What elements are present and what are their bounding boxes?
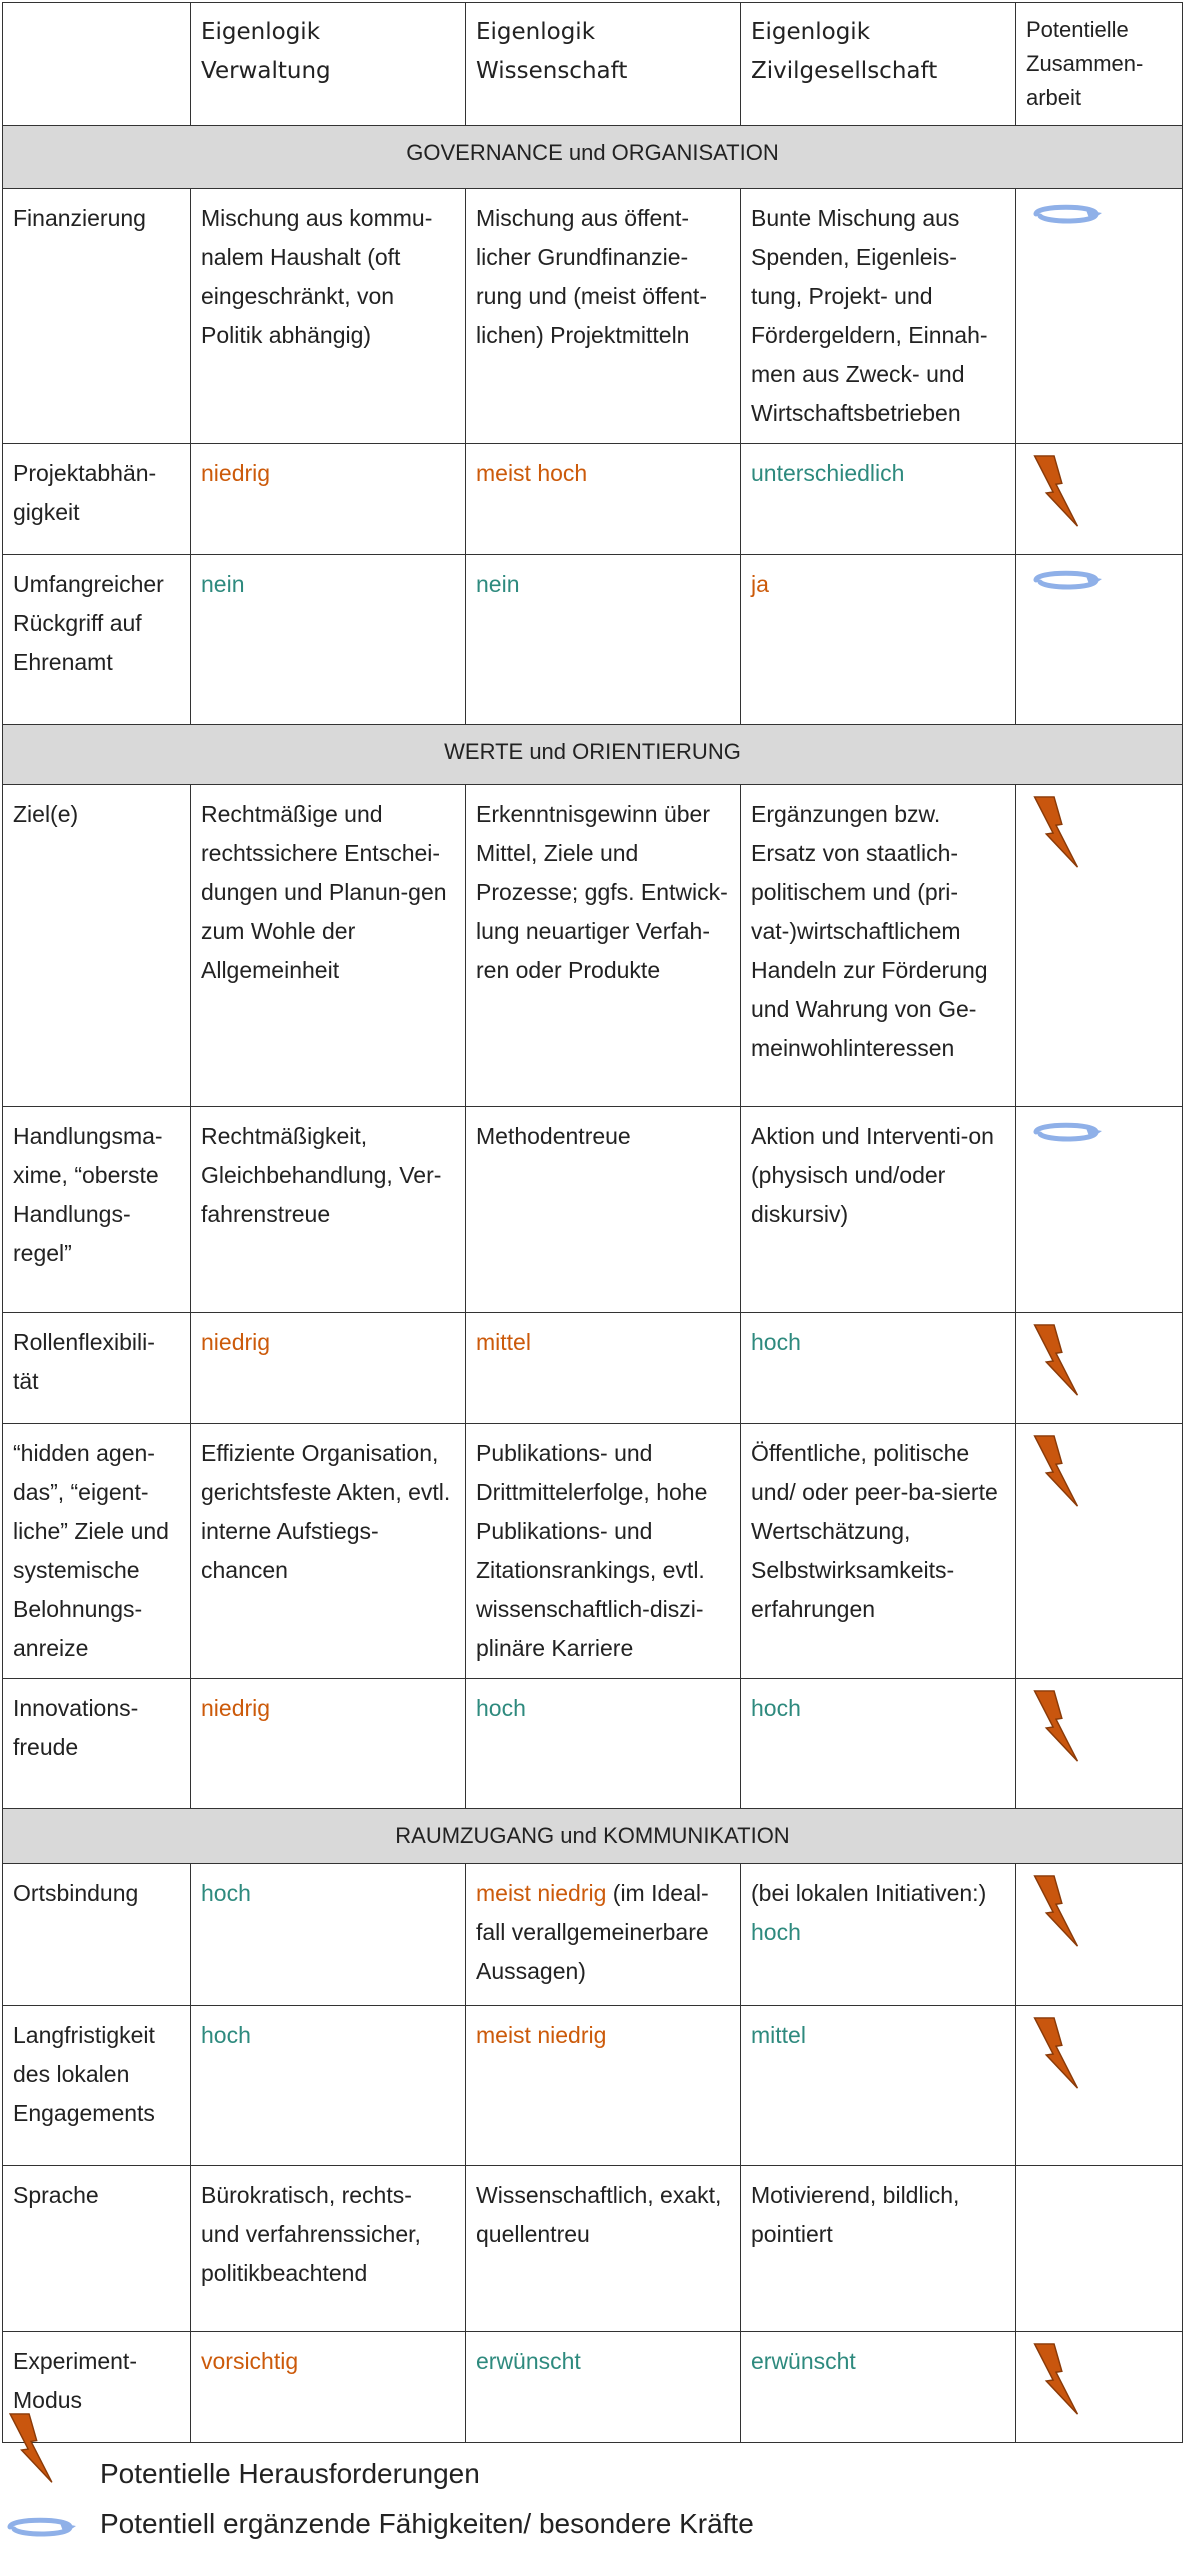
row-label: “hidden agen-das”, “eigent-liche” Ziele und systemische Belohnungs-anreize [3, 1424, 191, 1679]
row-label: Experiment-Modus [3, 2332, 191, 2443]
lightning-bolt-icon [1026, 1689, 1086, 1767]
cell-value-colored: meist niedrig [476, 1880, 607, 1906]
cell-wissenschaft: nein [466, 555, 741, 725]
row-label: Projektabhän-gigkeit [3, 444, 191, 555]
cell-zusammenarbeit [1016, 555, 1183, 725]
cell-verwaltung: hoch [191, 2006, 466, 2166]
cell-verwaltung: Bürokratisch, rechts- und verfahrenssicher, politikbeachtend [191, 2166, 466, 2332]
section-title: RAUMZUGANG und KOMMUNIKATION [3, 1809, 1183, 1864]
cell-wissenschaft: Methodentreue [466, 1107, 741, 1313]
cell-verwaltung: niedrig [191, 1313, 466, 1424]
lightning-bolt-icon [1026, 795, 1086, 873]
cell-zivilgesellschaft: Bunte Mischung aus Spenden, Eigenleis-tung, Projekt- und Fördergeldern, Einnah-men aus Zweck- und Wirtschaftsbetrieben [741, 189, 1016, 444]
cycle-arrow-icon [1026, 199, 1106, 229]
row-label: Langfristigkeit des lokalen Engagements [3, 2006, 191, 2166]
row-label: Umfangreicher Rückgriff auf Ehrenamt [3, 555, 191, 725]
cell-zivilgesellschaft: Aktion und Interventi-on (physisch und/oder diskursiv) [741, 1107, 1016, 1313]
cell-zusammenarbeit [1016, 785, 1183, 1107]
cell-zusammenarbeit [1016, 2166, 1183, 2332]
cell-value-colored: hoch [751, 1919, 801, 1945]
header-verwaltung: Eigenlogik Verwaltung [191, 3, 466, 126]
legend [0, 2400, 1184, 2550]
table-row [3, 1424, 1183, 1679]
section-row-governance [3, 126, 1183, 189]
lightning-bolt-icon [1026, 1323, 1086, 1401]
cell-verwaltung: Rechtmäßigkeit, Gleichbehandlung, Ver-fahrenstreue [191, 1107, 466, 1313]
cell-value-prefix: (bei lokalen Initiativen:) [751, 1880, 987, 1906]
cell-zivilgesellschaft: Motivierend, bildlich, pointiert [741, 2166, 1016, 2332]
cell-verwaltung: niedrig [191, 1679, 466, 1809]
row-label: Ziel(e) [3, 785, 191, 1107]
cell-wissenschaft: hoch [466, 1679, 741, 1809]
cell-verwaltung: Effiziente Organisation, gerichtsfeste Akten, evtl. interne Aufstiegs-chancen [191, 1424, 466, 1679]
section-row-werte [3, 725, 1183, 785]
header-wissenschaft: Eigenlogik Wissenschaft [466, 3, 741, 126]
cell-wissenschaft: mittel [466, 1313, 741, 1424]
cell-verwaltung: hoch [191, 1864, 466, 2006]
table-row [3, 1864, 1183, 2006]
row-label: Sprache [3, 2166, 191, 2332]
row-label: Innovations-freude [3, 1679, 191, 1809]
cell-zusammenarbeit [1016, 1424, 1183, 1679]
cell-zivilgesellschaft: hoch [741, 1679, 1016, 1809]
cycle-arrow-icon [0, 2512, 80, 2542]
table-row [3, 1679, 1183, 1809]
legend-challenge-label: Potentielle Herausforderungen [100, 2458, 480, 2489]
cell-zivilgesellschaft [741, 1864, 1016, 2006]
table-row [3, 444, 1183, 555]
cell-zusammenarbeit [1016, 444, 1183, 555]
lightning-bolt-icon [1026, 2016, 1086, 2094]
cell-verwaltung: nein [191, 555, 466, 725]
cell-zivilgesellschaft: Öffentliche, politische und/ oder peer-ba-sierte Wertschätzung, Selbstwirksamkeits-erfahrungen [741, 1424, 1016, 1679]
lightning-bolt-icon [2, 2412, 60, 2488]
cell-zusammenarbeit [1016, 1313, 1183, 1424]
header-row [3, 3, 1183, 126]
cell-wissenschaft: erwünscht [466, 2332, 741, 2443]
cell-zivilgesellschaft: hoch [741, 1313, 1016, 1424]
lightning-bolt-icon [1026, 454, 1086, 532]
section-row-raum [3, 1809, 1183, 1864]
cell-verwaltung: niedrig [191, 444, 466, 555]
cell-zusammenarbeit [1016, 1679, 1183, 1809]
table-row [3, 2166, 1183, 2332]
cell-zusammenarbeit [1016, 1864, 1183, 2006]
cycle-arrow-icon [1026, 565, 1106, 595]
table-row [3, 2006, 1183, 2166]
table-row [3, 1313, 1183, 1424]
section-title: GOVERNANCE und ORGANISATION [3, 126, 1183, 189]
section-title: WERTE und ORIENTIERUNG [3, 725, 1183, 785]
cell-verwaltung: vorsichtig [191, 2332, 466, 2443]
comparison-table [2, 2, 1183, 2443]
cell-wissenschaft: Erkenntnisgewinn über Mittel, Ziele und Prozesse; ggfs. Entwick-lung neuartiger Verfah-ren oder Produkte [466, 785, 741, 1107]
table-row [3, 555, 1183, 725]
cell-wissenschaft: Mischung aus öffent-licher Grundfinanzie-rung und (meist öffent-lichen) Projektmitteln [466, 189, 741, 444]
header-zusammenarbeit: Potentielle Zusammen-arbeit [1016, 3, 1183, 126]
cell-wissenschaft [466, 1864, 741, 2006]
row-label: Handlungsma-xime, “oberste Handlungs-regel” [3, 1107, 191, 1313]
cell-zivilgesellschaft: Ergänzungen bzw. Ersatz von staatlich-politischem und (pri-vat-)wirtschaftlichem Handeln zur Förderung und Wahrung von Ge-meinwohlinteressen [741, 785, 1016, 1107]
cell-wissenschaft: Wissenschaftlich, exakt, quellentreu [466, 2166, 741, 2332]
cycle-arrow-icon [1026, 1117, 1106, 1147]
cell-zusammenarbeit [1016, 2006, 1183, 2166]
cell-zivilgesellschaft: mittel [741, 2006, 1016, 2166]
table-row [3, 785, 1183, 1107]
cell-wissenschaft: Publikations- und Drittmittelerfolge, hohe Publikations- und Zitationsrankings, evtl. wissenschaftlich-diszi-plinäre Karriere [466, 1424, 741, 1679]
cell-verwaltung: Rechtmäßige und rechtssichere Entschei-dungen und Planun-gen zum Wohle der Allgemeinheit [191, 785, 466, 1107]
cell-zivilgesellschaft: ja [741, 555, 1016, 725]
cell-zivilgesellschaft: erwünscht [741, 2332, 1016, 2443]
lightning-bolt-icon [1026, 1874, 1086, 1952]
cell-zusammenarbeit [1016, 1107, 1183, 1313]
table-row [3, 189, 1183, 444]
cell-verwaltung: Mischung aus kommu-nalem Haushalt (oft eingeschränkt, von Politik abhängig) [191, 189, 466, 444]
row-label: Finanzierung [3, 189, 191, 444]
table-row [3, 1107, 1183, 1313]
cell-wissenschaft: meist hoch [466, 444, 741, 555]
row-label: Ortsbindung [3, 1864, 191, 2006]
header-empty [3, 3, 191, 126]
header-zivilgesellschaft: Eigenlogik Zivilgesellschaft [741, 3, 1016, 126]
row-label: Rollenflexibili-tät [3, 1313, 191, 1424]
cell-zivilgesellschaft: unterschiedlich [741, 444, 1016, 555]
cell-wissenschaft: meist niedrig [466, 2006, 741, 2166]
legend-complement-label: Potentiell ergänzende Fähigkeiten/ besondere Kräfte [100, 2508, 754, 2539]
cell-zusammenarbeit [1016, 189, 1183, 444]
lightning-bolt-icon [1026, 1434, 1086, 1512]
cell-value-rest: (im Ideal-fall verallgemeinerbare Aussagen) [476, 1880, 709, 1984]
